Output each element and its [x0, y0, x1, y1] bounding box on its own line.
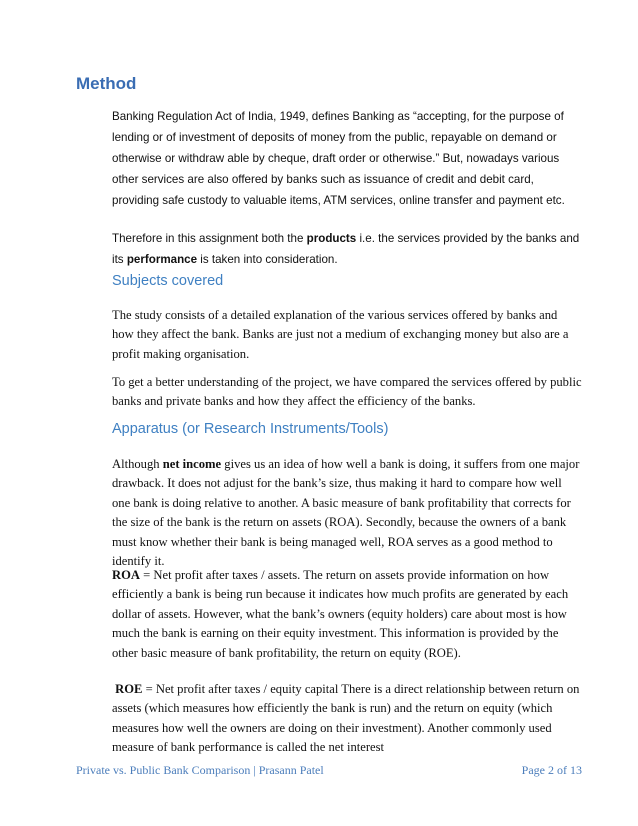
bold-term-net-income: net income	[162, 457, 222, 471]
footer-title: Private vs. Public Bank Comparison | Prasann Patel	[76, 763, 324, 777]
text-run: i.e. the services provided by the banks and its	[112, 232, 580, 266]
apparatus-paragraph-1	[112, 455, 582, 571]
text-run: = Net profit after taxes / assets. The return on assets provide information on how efficiently a bank is being run because it indicates how much profits are generated by each dollar of assets. However, what the bank’s owners (equity holders) care about most is how much the bank is earning on their equity investment. This information is provided by the other basic measure of bank profitability, the return on equity (ROE).	[112, 568, 569, 660]
text-run: Although	[112, 457, 163, 471]
text-run: gives us an idea of how well a bank is doing, it suffers from one major drawback. It does not adjust for the bank’s size, thus making it hard to compare how well one bank is doing relative to another. A basic measure of bank profitability that corrects for the size of the bank is the return on assets (ROA). Secondly, because the owners of a bank must know whether their bank is being managed well, ROA serves as a good method to identify it.	[112, 457, 580, 569]
bold-term-roe: ROE	[115, 682, 143, 696]
text-run: = Net profit after taxes / equity capital There is a direct relationship between return on assets (which measures how efficiently the bank is run) and the return on equity (which measures how well the owners are doing on their investment). Another commonly used measure of bank performance is called the net interest	[112, 682, 580, 755]
page-number: Page 2 of 13	[521, 763, 582, 777]
bold-term-products: products	[306, 232, 357, 245]
apparatus-heading: Apparatus (or Research Instruments/Tools)	[112, 421, 389, 437]
bold-term-performance: performance	[126, 253, 198, 266]
page-footer	[76, 763, 582, 778]
method-heading: Method	[76, 74, 137, 93]
method-paragraph-1: Banking Regulation Act of India, 1949, defines Banking as “accepting, for the purpose of lending or of investment of deposits of money from the public, repayable on demand or otherwise or withdraw able by cheque, draft order or otherwise.” But, nowadays various other services are also offered by banks such as issuance of credit and debit card, providing safe custody to valuable items, ATM services, online transfer and payment etc.	[112, 110, 565, 207]
bold-term-roa: ROA	[112, 568, 140, 582]
apparatus-paragraph-3	[112, 680, 582, 758]
method-paragraph-2	[112, 228, 582, 270]
subjects-paragraph-1: The study consists of a detailed explanation of the various services offered by banks and how they affect the bank. Banks are just not a medium of exchanging money but also are a profit making organisation.	[112, 308, 569, 361]
text-run: is taken into consideration.	[197, 253, 338, 266]
text-run: Therefore in this assignment both the	[112, 232, 307, 245]
apparatus-paragraph-2	[112, 566, 582, 663]
subjects-heading: Subjects covered	[112, 273, 224, 289]
subjects-paragraph-2: To get a better understanding of the project, we have compared the services offered by public banks and private banks and how they affect the efficiency of the banks.	[112, 375, 582, 409]
